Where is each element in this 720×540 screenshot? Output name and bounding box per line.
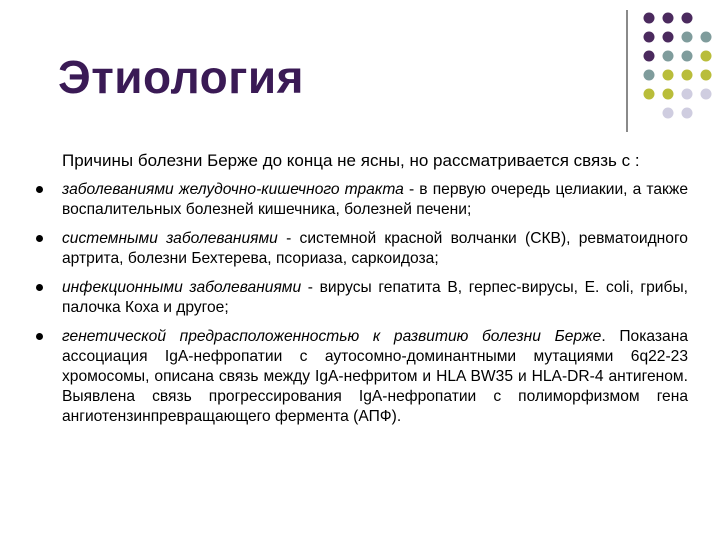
item-term: заболеваниями желудочно-кишечного тракта	[62, 181, 404, 198]
slide-body	[36, 150, 688, 436]
item-text: - вирусы гепатита В, герпес-вирусы, E. coli, грибы, палочка Коха и другое;	[62, 279, 688, 316]
bullet-icon	[36, 235, 43, 242]
bullet-icon	[36, 333, 43, 340]
intro-paragraph: Причины болезни Берже до конца не ясны, но рассматривается связь с :	[62, 151, 640, 170]
item-text: - в первую очередь целиакии, а также воспалительных болезней кишечника, болезней печени;	[62, 181, 688, 218]
divider-line	[626, 10, 628, 132]
item-term: инфекционными заболеваниями	[62, 279, 302, 296]
bullet-icon	[36, 186, 43, 193]
item-term: системными заболеваниями	[62, 230, 278, 247]
list-item	[36, 327, 688, 427]
cause-list	[36, 180, 688, 427]
list-item	[36, 229, 688, 269]
list-item	[36, 278, 688, 318]
slide-title: Этиология	[58, 51, 304, 103]
item-term: генетической предрасположенностью к развитию болезни Берже	[62, 328, 602, 345]
list-item	[36, 180, 688, 220]
item-text: . Показана ассоциация IgA-нефропатии с аутосомно-доминантными мутациями 6q22-23 хромосомы, описана связь между IgA-нефритом и HLA BW35 и HLA-DR-4 антигеном. Выявлена связь прогрессирования IgA-нефропатии с полиморфизмом гена ангиотензинпревращающего фермента (АПФ).	[62, 328, 688, 425]
bullet-icon	[36, 284, 43, 291]
item-text: - системной красной волчанки (СКВ), ревматоидного артрита, болезни Бехтерева, псориаза, саркоидоза;	[62, 230, 688, 267]
